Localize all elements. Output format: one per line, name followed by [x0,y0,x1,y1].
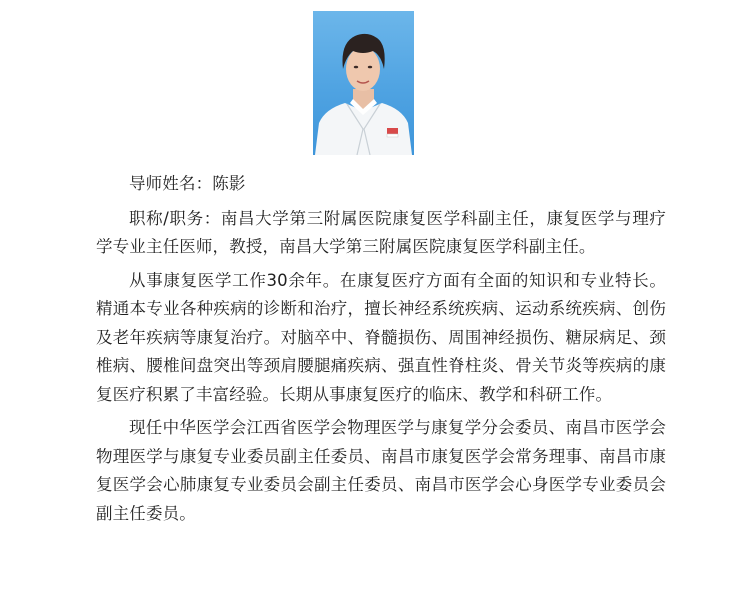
tutor-positions: 现任中华医学会江西省医学会物理医学与康复学分会委员、南昌市医学会物理医学与康复专业委员副主任委员、南昌市康复医学会常务理事、南昌市康复医学会心肺康复专业委员会副主任委员、南昌市医学会心身医学专业委员会副主任委员。 [96,418,666,523]
face [346,47,380,91]
tutor-name: 导师姓名：陈影 [129,174,246,193]
tutor-experience: 从事康复医学工作30余年。在康复医疗方面有全面的知识和专业特长。精通本专业各种疾病的诊断和治疗，擅长神经系统疾病、运动系统疾病、创伤及老年疾病等康复治疗。对脑卒中、脊髓损伤、周围神经损伤、糖尿病足、颈椎病、腰椎间盘突出等颈肩腰腿痛疾病、强直性脊柱炎、骨关节炎等疾病的康复医疗积累了丰富经验。长期从事康复医疗的临床、教学和科研工作。 [96,270,666,404]
portrait-illustration [313,11,414,155]
badge [387,128,398,134]
tutor-title: 职称/职务：南昌大学第三附属医院康复医学科副主任，康复医学与理疗学专业主任医师，教授，南昌大学第三附属医院康复医学科副主任。 [96,208,666,256]
tutor-portrait-photo [313,11,414,155]
tutor-profile-text [96,170,666,530]
